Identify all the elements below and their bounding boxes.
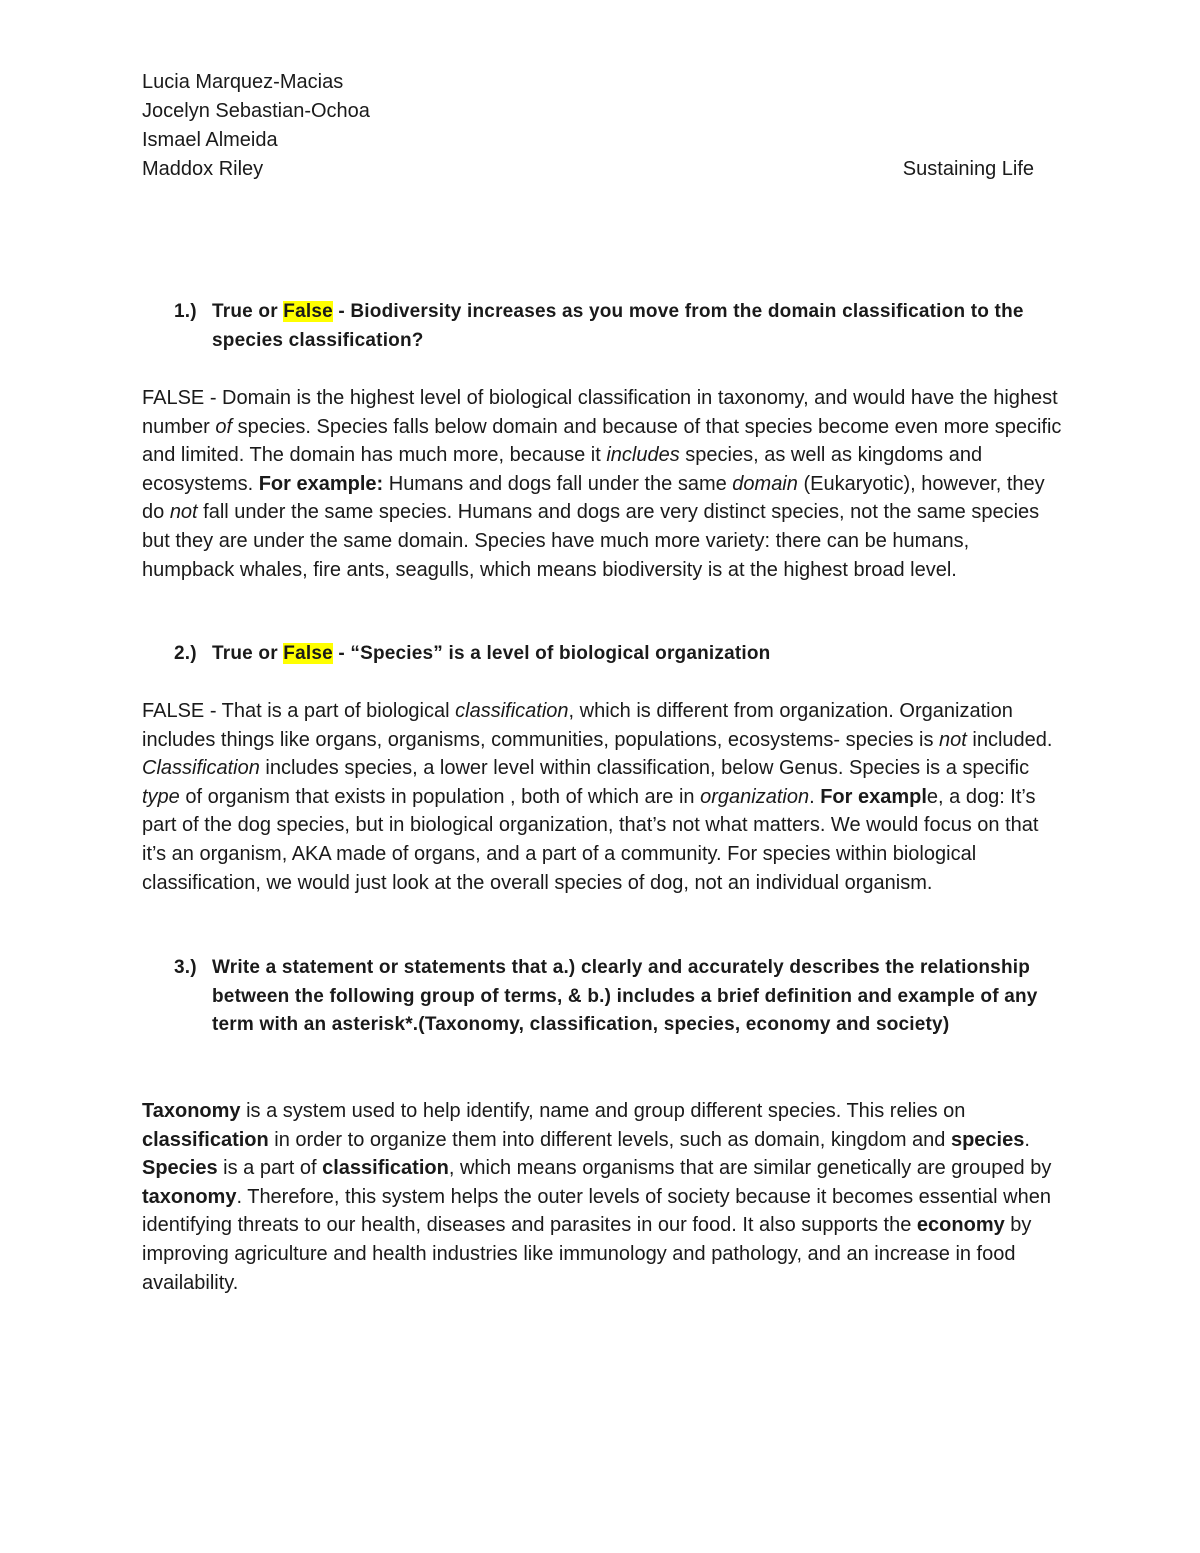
italic-text: domain xyxy=(732,472,798,495)
italic-text: Classification xyxy=(142,757,260,780)
answer-text: . xyxy=(809,785,821,808)
answer-text: e, a dog: It’s part of the dog species, but in biological organization, that’s not what matters. We would focus on that it’s an organism, AKA made of organs, and a part of a community. For species within biological classification, we would just look at the overall species of dog, not an individual organism. xyxy=(142,785,1039,894)
italic-text: includes xyxy=(606,444,680,467)
answer-text: species. Species falls below domain and because of that species become even more specific and limited. The domain has much more, because it xyxy=(142,415,1062,467)
author-name: Lucia Marquez-Macias xyxy=(142,71,344,93)
question-text xyxy=(212,640,1054,669)
answer-3 xyxy=(142,1097,1062,1297)
bold-text: For exampl xyxy=(820,785,927,808)
question-rest: - “Species” is a level of biological organization xyxy=(332,643,771,664)
author-name: Maddox Riley xyxy=(142,158,264,180)
answer-text: is a system used to help identify, name and group different species. This relies on xyxy=(240,1100,966,1122)
question-3 xyxy=(174,954,1054,1040)
answer-paragraph xyxy=(142,384,1062,584)
answer-text: in order to organize them into different levels, such as domain, kingdom and xyxy=(268,1128,951,1151)
bold-term: classification xyxy=(322,1157,449,1180)
answer-text: includes species, a lower level within classification, below Genus. Species is a specific xyxy=(259,757,1030,780)
bold-term: classification xyxy=(142,1128,269,1151)
answer-text: . xyxy=(1024,1128,1030,1151)
question-1 xyxy=(174,298,1054,355)
author-row xyxy=(142,155,1038,184)
question-lead: True or xyxy=(212,643,284,664)
bold-term: species xyxy=(950,1128,1025,1151)
question-lead: True or xyxy=(212,301,284,322)
answer-text: . Therefore, this system helps the outer levels of society because it becomes essential when identifying threats to our health, diseases and parasites in our food. It also supports the xyxy=(142,1185,1051,1237)
highlighted-answer: False xyxy=(283,301,333,322)
italic-text: of xyxy=(215,415,233,438)
italic-text: type xyxy=(142,785,180,808)
bold-term: taxonomy xyxy=(142,1185,237,1208)
answer-text: , which is different from organization. Organization includes things like organs, organisms, communities, populations, ecosystems- species is xyxy=(142,700,1013,751)
question-rest: - Biodiversity increases as you move from the domain classification to the species classification? xyxy=(212,301,1024,351)
italic-text: not xyxy=(169,501,198,524)
course-title: Sustaining Life xyxy=(902,158,1034,180)
question-number: 2.) xyxy=(174,643,197,664)
answer-text: , which means organisms that are similar genetically are grouped by xyxy=(448,1157,1052,1180)
question-number: 1.) xyxy=(174,301,197,322)
answer-text: species, as well as kingdoms and ecosystems. xyxy=(142,444,983,495)
question-2 xyxy=(174,640,1054,669)
italic-text: not xyxy=(939,728,967,751)
question-number: 3.) xyxy=(174,957,197,978)
answer-text: by improving agriculture and health industries like immunology and pathology, and an increase in food availability. xyxy=(142,1214,1032,1294)
bold-term: Taxonomy xyxy=(142,1100,241,1122)
answer-text: FALSE - That is a part of biological xyxy=(142,700,456,722)
answer-text: FALSE - Domain is the highest level of biological classification in taxonomy, and would have the highest number xyxy=(142,387,1058,438)
bold-term: Species xyxy=(142,1157,218,1180)
answer-text: of organism that exists in population , both of which are in xyxy=(179,785,701,808)
answer-text: included. xyxy=(966,728,1053,751)
highlighted-answer: False xyxy=(283,643,333,664)
answer-text: fall under the same species. Humans and dogs are very distinct species, not the same species but they are under the same domain. Species have much more variety: there can be humans, humpback whales, fire ants, seagulls, which means biodiversity is at the highest broad level. xyxy=(142,501,1040,581)
answer-text: (Eukaryotic), however, they do xyxy=(142,472,1045,524)
author-name: Jocelyn Sebastian-Ochoa xyxy=(142,100,370,122)
bold-text: For example: xyxy=(258,472,384,495)
bold-term: economy xyxy=(916,1214,1005,1237)
italic-text: classification xyxy=(455,700,569,722)
document-header xyxy=(142,68,1038,184)
author-name: Ismael Almeida xyxy=(142,129,278,151)
answer-1 xyxy=(142,384,1062,584)
question-text: Write a statement or statements that a.) clearly and accurately describes the relationship between the following group of terms, & b.) includes a brief definition and example of any term with an asterisk*.(Taxonomy, classification, species, economy and society) xyxy=(212,957,1038,1035)
answer-text: Humans and dogs fall under the same xyxy=(383,472,733,495)
question-text xyxy=(212,298,1054,355)
answer-text: is a part of xyxy=(217,1157,323,1180)
answer-2 xyxy=(142,697,1062,897)
answer-paragraph xyxy=(142,697,1062,897)
answer-paragraph xyxy=(142,1097,1062,1297)
italic-text: organization xyxy=(700,785,810,808)
